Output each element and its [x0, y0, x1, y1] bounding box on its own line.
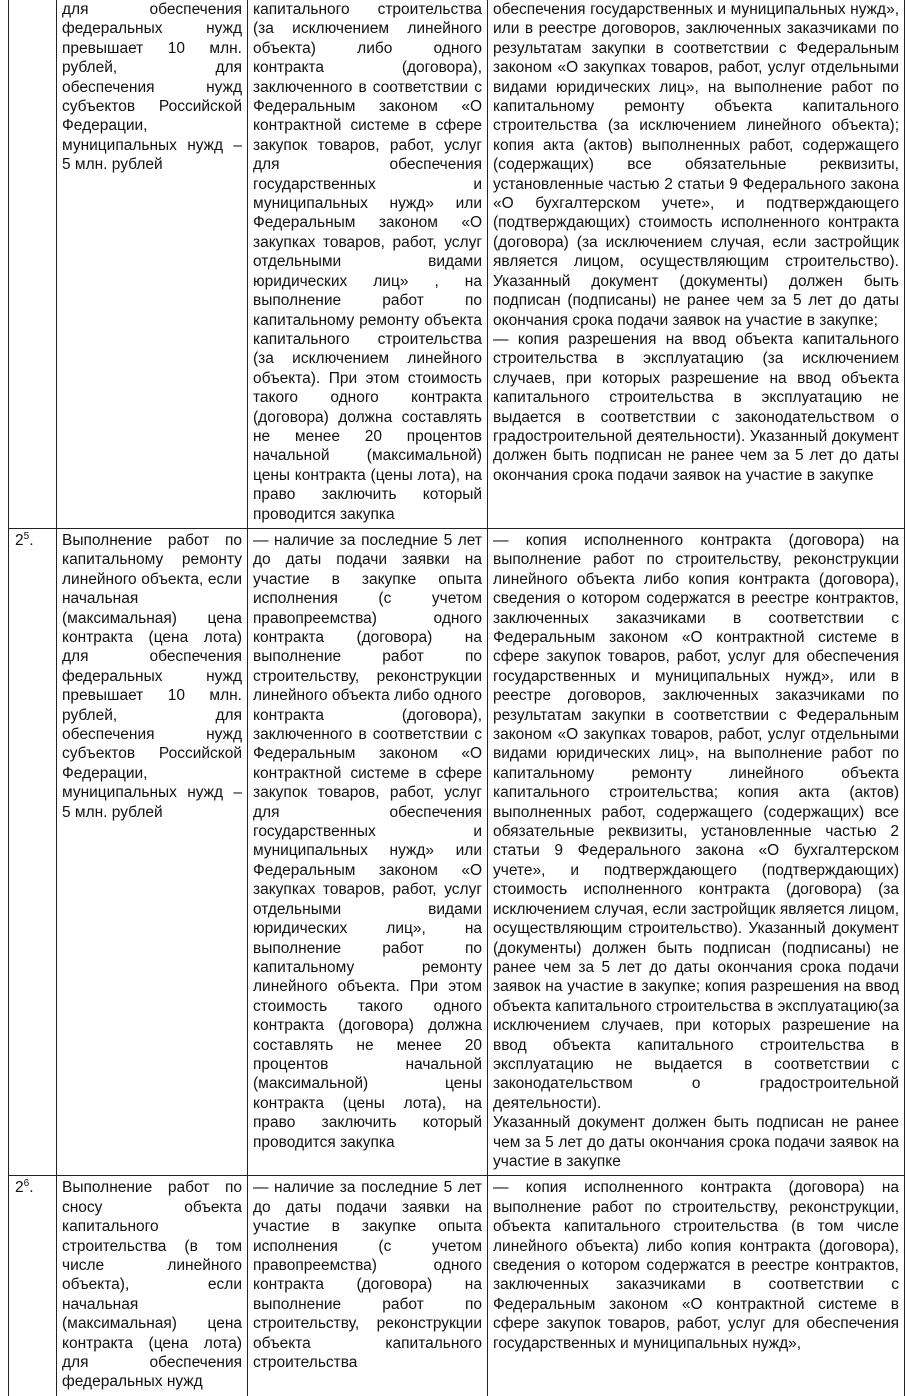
table-row — [9, 0, 905, 528]
table-row — [9, 1176, 905, 1396]
documents-paragraph: — копия исполненного контракта (договора) на выполнение работ по строительству, реконструкции, объекта капитального строительства (в том числе линейного объекта) либо копия контракта (договора), сведения о котором содержатся в реестре контрактов, заключенных заказчиками в соответствии с Федеральным законом «О контрактной системе в сфере закупок товаров, работ, услуг для обеспечения государственных и муниципальных нужд», — [493, 1179, 899, 1352]
requirement-text: — наличие за последние 5 лет до даты подачи заявки на участие в закупке опыта исполнения (с учетом правопреемства) одного контракта (договора) на выполнение работ по строительству, реконструкции объекта капитального строительства — [253, 1179, 482, 1372]
documents-cell — [488, 528, 905, 1175]
requirement-text: — наличие за последние 5 лет до даты подачи заявки на участие в закупке опыта исполнения (с учетом правопреемства) одного контракта (договора) на выполнение работ по строительству, реконструкции линейного объекта либо одного контракта (договора), заключенного в соответствии с Федеральным законом «О контрактной системе в сфере закупок товаров, работ, услуг для обеспечения государственных и муниципальных нужд» или Федеральным законом «О закупках товаров, работ, услуг отдельными видами юридических лиц», на выполнение работ по капитальному ремонту линейного объекта. При этом стоимость такого одного контракта (договора) должна составлять не менее 20 процентов начальной (максимальной) цены контракта (цены лота), на право заключить который проводится закупка — [253, 531, 483, 1151]
object-text: Выполнение работ по капитальному ремонту линейного объекта, если начальная (максимальная) цена контракта (цена лота) для обеспечения федеральных нужд превышает 10 млн. рублей, для обеспечения нужд субъектов Российской Федерации, муниципальных нужд – 5 млн. рублей — [62, 531, 242, 821]
qualification-requirements-table — [8, 0, 905, 1396]
object-cell — [57, 1176, 248, 1396]
row-number: 2 — [15, 1179, 24, 1197]
object-cell — [57, 0, 248, 528]
row-number-superscript: 6 — [23, 1178, 30, 1190]
row-number-cell: $2^6$. — [9, 1176, 57, 1396]
requirement-cell — [248, 528, 488, 1175]
documents-cell — [488, 0, 905, 528]
documents-cell — [488, 1176, 905, 1396]
object-text: Выполнение работ по сносу объекта капитального строительства (в том числе линейного объекта), если начальная (максимальная) цена контракта (цена лота) для обеспечения федеральных нужд — [62, 1179, 242, 1391]
row-number-cell: $2^5$. — [9, 528, 57, 1175]
table-row — [9, 528, 905, 1175]
documents-paragraph: обеспечения государственных и муниципальных нужд», или в реестре договоров, заключенных заказчиками по результатам закупки в соответствии с Федеральным законом «О закупках товаров, работ, услуг отдельными видами юридических лиц», на выполнение работ по капитальному ремонту объекта капитального строительства (за исключением линейного объекта); копия акта (актов) выполненных работ, содержащего (содержащих) все обязательные реквизиты, установленные частью 2 статьи 9 Федерального закона «О бухгалтерском учете», и подтверждающего (подтверждающих) стоимость исполненного контракта (договора) (за исключением случая, если застройщик является лицом, осуществляющим строительство). Указанный документ (документы) должен быть подписан (подписаны) не ранее чем за 5 лет до даты окончания срока подачи заявок на участие в закупке; — [493, 1, 899, 329]
documents-paragraph: — копия разрешения на ввод объекта капитального строительства в эксплуатацию (за исключением случаев, при которых разрешение на ввод объекта капитального строительства в эксплуатацию не выдается в соответствии с законодательством о градостроительной деятельности). Указанный документ должен быть подписан не ранее чем за 5 лет до даты окончания срока подачи заявок на участие в закупке — [493, 330, 899, 484]
requirement-cell — [248, 0, 488, 528]
documents-paragraph: Указанный документ должен быть подписан не ранее чем за 5 лет до даты окончания срока подачи заявок на участие в закупке — [493, 1114, 899, 1170]
object-text: для обеспечения федеральных нужд превышает 10 млн. рублей, для обеспечения нужд субъектов Российской Федерации, муниципальных нужд – 5 млн. рублей — [62, 1, 242, 174]
object-cell — [57, 528, 248, 1175]
requirement-text: капитального строительства (за исключением линейного объекта) либо одного контракта (договора), заключенного в соответствии с Федеральным законом «О контрактной системе в сфере закупок товаров, работ, услуг для обеспечения государственных и муниципальных нужд» или Федеральным законом «О закупках товаров, работ, услуг отдельными видами юридических лиц» , на выполнение работ по капитальному ремонту объекта капитального строительства (за исключением линейного объекта). При этом стоимость такого одного контракта (договора) должна составлять не менее 20 процентов начальной (максимальной) цены контракта (цены лота), на право заключить который проводится закупка — [253, 1, 482, 523]
requirement-cell — [248, 1176, 488, 1396]
row-number-cell — [9, 0, 57, 528]
row-number-superscript: 5 — [23, 530, 30, 542]
documents-paragraph: — копия исполненного контракта (договора) на выполнение работ по строительству, реконструкции линейного объекта либо копия контракта (договора), сведения о котором содержатся в реестре контрактов, заключенных заказчиками в соответствии с Федеральным законом «О контрактной системе в сфере закупок товаров, работ, услуг для обеспечения государственных и муниципальных нужд», или в реестре договоров, заключенных заказчиками по результатам закупки в соответствии с Федеральным законом «О закупках товаров, работ, услуг отдельными видами юридических лиц», на выполнение работ по капитальному ремонту линейного объекта капитального строительства; копия акта (актов) выполненных работ, содержащего (содержащих) все обязательные реквизиты, установленные частью 2 статьи 9 Федерального закона «О бухгалтерском учете», и подтверждающего (подтверждающих) стоимость исполненного контракта (договора) (за исключением случая, если застройщик является лицом, осуществляющим строительство). Указанный документ (документы) должен быть подписан (подписаны) не ранее чем за 5 лет до даты окончания срока подачи заявок на участие в закупке; копия разрешения на ввод объекта капитального строительства в эксплуатацию(за исключением случаев, при которых разрешение на ввод объекта капитального строительства в эксплуатацию не выдается в соответствии с законодательством о градостроительной деятельности). — [493, 531, 899, 1112]
row-number: 2 — [15, 531, 24, 549]
